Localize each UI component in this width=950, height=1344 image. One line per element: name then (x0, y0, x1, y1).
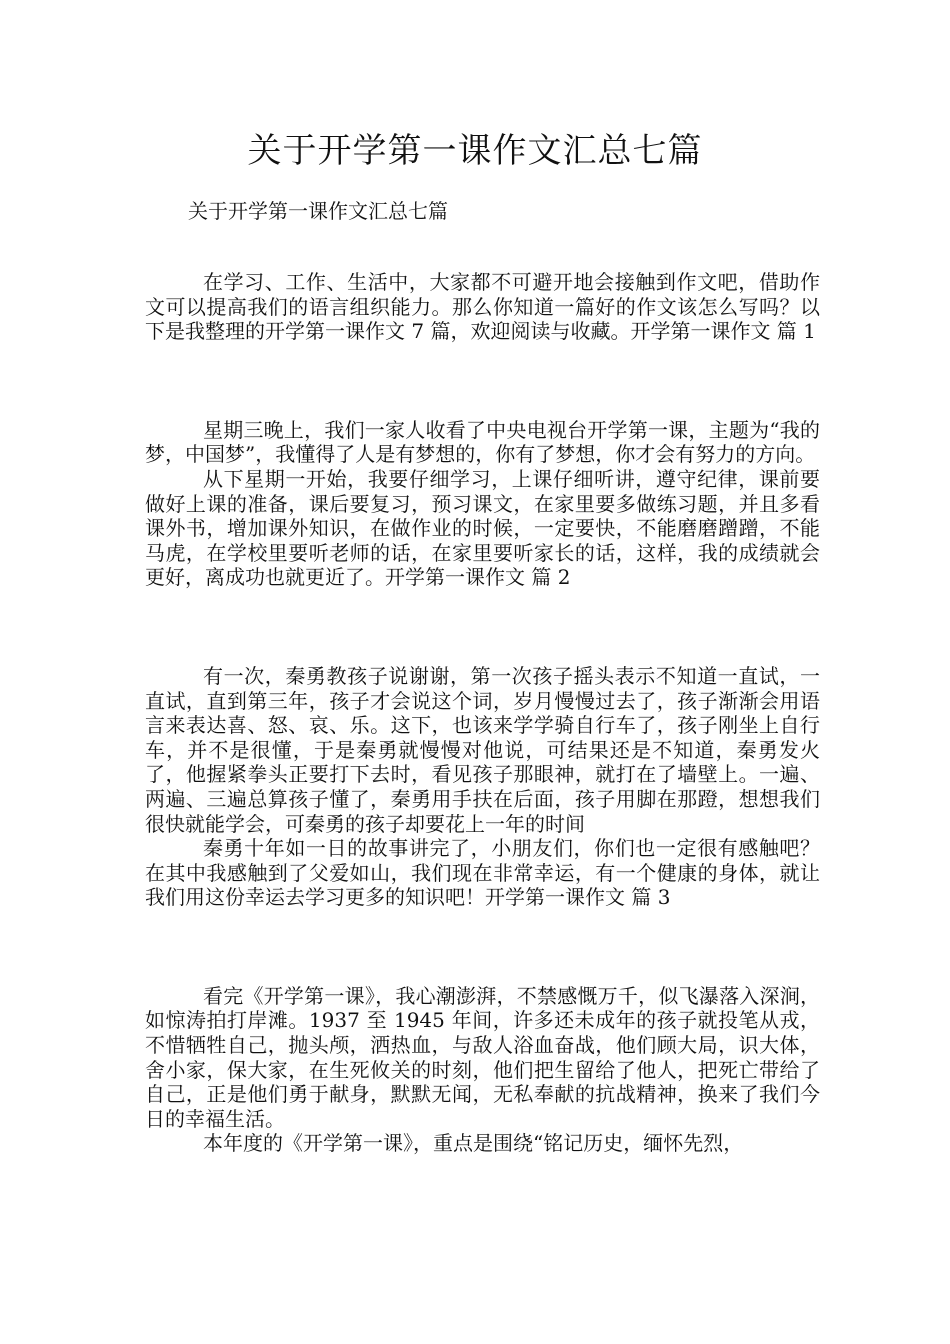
paragraph-essay3-part2: 本年度的《开学第一课》，重点是围绕“铭记历史，缅怀先烈， (203, 1131, 744, 1156)
paragraph-essay3-part1: 看完《开学第一课》，我心潮澎湃，不禁感慨万千，似飞瀑落入深涧，如惊涛拍打岸滩。1937 至 1945 年间，许多还未成年的孩子就投笔从戎，不惜牺牲自己，抛头颅，洒热血，与敌人浴血奋战，他们顾大局，识大体，舍小家，保大家，在生死攸关的时刻，他们把生留给了他人，把死亡带给了自己，正是他们勇于献身，默默无闻，无私奉献的抗战精神，换来了我们今日的幸福生活。 (145, 983, 820, 1131)
paragraph-essay2-part1: 有一次，秦勇教孩子说谢谢，第一次孩子摇头表示不知道一直试，一直试，直到第三年，孩子才会说这个词，岁月慢慢过去了，孩子渐渐会用语言来表达喜、怒、哀、乐。这下，也该来学学骑自行车了，孩子刚坐上自行车，并不是很懂，于是秦勇就慢慢对他说，可结果还是不知道，秦勇发火了，他握紧拳头正要打下去时，看见孩子那眼神，就打在了墙壁上。一遍、两遍、三遍总算孩子懂了，秦勇用手扶在后面，孩子用脚在那蹬，想想我们很快就能学会，可秦勇的孩子却要花上一年的时间 (145, 663, 820, 836)
document-title: 关于开学第一课作文汇总七篇 (247, 131, 703, 171)
paragraph-essay1-part1: 星期三晚上，我们一家人收看了中央电视台开学第一课，主题为“我的梦，中国梦”，我懂得了人是有梦想的，你有了梦想，你才会有努力的方向。 (145, 417, 820, 467)
document-subtitle: 关于开学第一课作文汇总七篇 (188, 199, 448, 223)
paragraph-essay2-part2: 秦勇十年如一日的故事讲完了，小朋友们，你们也一定很有感触吧？在其中我感触到了父爱如山，我们现在非常幸运，有一个健康的身体，就让我们用这份幸运去学习更多的知识吧！开学第一课作文 篇 3 (145, 836, 820, 910)
document-body (145, 270, 820, 1156)
paragraph-essay1-part2: 从下星期一开始，我要仔细学习，上课仔细听讲，遵守纪律，课前要做好上课的准备，课后要复习，预习课文，在家里要多做练习题，并且多看课外书，增加课外知识，在做作业的时候，一定要快，不能磨磨蹭蹭，不能马虎，在学校里要听老师的话，在家里要听家长的话，这样，我的成绩就会更好，离成功也就更近了。开学第一课作文 篇 2 (145, 466, 820, 590)
paragraph-intro: 在学习、工作、生活中，大家都不可避开地会接触到作文吧，借助作文可以提高我们的语言组织能力。那么你知道一篇好的作文该怎么写吗？以下是我整理的开学第一课作文 7 篇，欢迎阅读与收藏。开学第一课作文 篇 1 (145, 270, 820, 344)
